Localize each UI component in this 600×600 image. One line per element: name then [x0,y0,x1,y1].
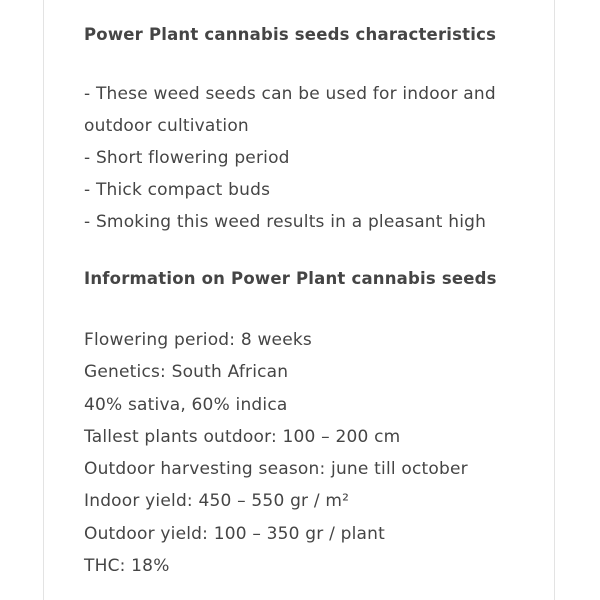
information-item: Outdoor harvesting season: june till october [84,459,468,480]
information-item: Flowering period: 8 weeks [84,330,312,350]
characteristics-item: - Thick compact buds [84,180,271,200]
product-description [84,20,544,582]
characteristics-item: - Short flowering period [84,148,290,168]
characteristics-heading: Power Plant cannabis seeds characteristics [84,25,497,44]
information-heading: Information on Power Plant cannabis seeds [84,269,497,288]
information-item: THC: 18% [84,556,170,577]
characteristics-item: - Smoking this weed results in a pleasant high [84,212,487,232]
information-item: Outdoor yield: 100 – 350 gr / plant [84,523,385,544]
information-item: 40% sativa, 60% indica [84,394,288,415]
characteristics-item: - These weed seeds can be used for indoor and outdoor cultivation [84,84,496,136]
information-item: Tallest plants outdoor: 100 – 200 cm [84,426,401,447]
characteristics-list [84,78,544,238]
information-item: Genetics: South African [84,362,289,383]
information-item: Indoor yield: 450 – 550 gr / m² [84,491,350,512]
information-list [84,324,544,582]
